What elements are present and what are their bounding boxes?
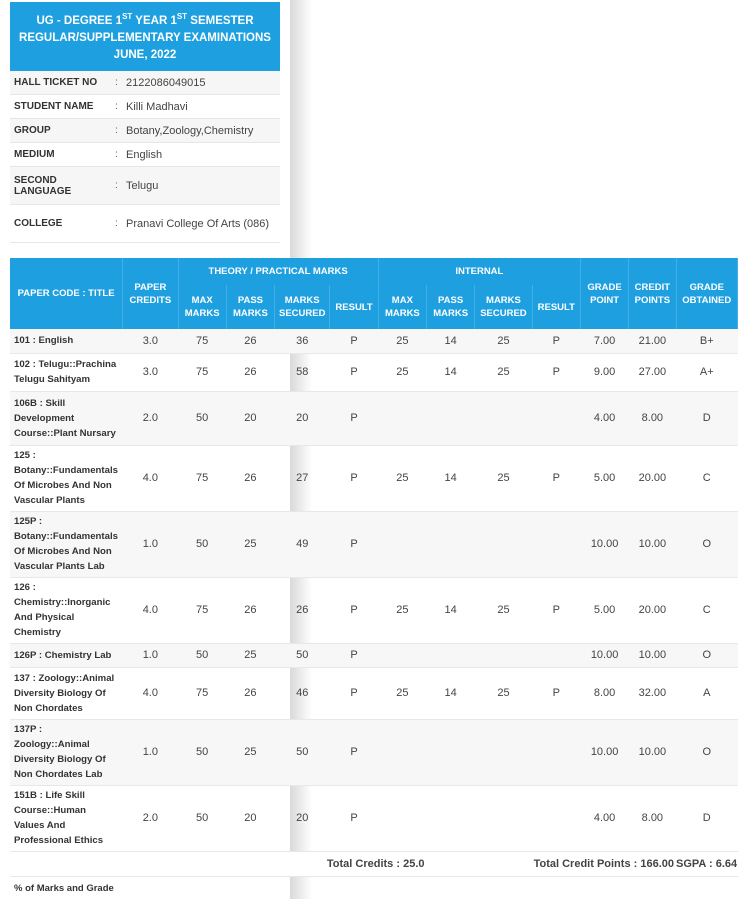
col-header-internal-max: MAX MARKS bbox=[378, 285, 426, 329]
cell-grade: O bbox=[676, 643, 738, 667]
cell-i-sec: 25 bbox=[475, 445, 532, 511]
info-label: STUDENT NAME bbox=[10, 95, 114, 119]
cell-i-max: 25 bbox=[378, 577, 426, 643]
paper-title: 125 : Botany::Fundamentals Of Microbes And Non Vascular Plants bbox=[10, 445, 123, 511]
info-label: GROUP bbox=[10, 119, 114, 143]
col-header-grade-point: GRADE POINT bbox=[580, 258, 628, 329]
cell-grade: A+ bbox=[676, 353, 738, 391]
student-info-row bbox=[10, 71, 280, 95]
cell-gp: 10.00 bbox=[580, 643, 628, 667]
info-value: Pranavi College Of Arts (086) bbox=[124, 205, 280, 243]
cell-gp: 5.00 bbox=[580, 577, 628, 643]
col-header-internal-secured: MARKS SECURED bbox=[475, 285, 532, 329]
cell-t-sec: 49 bbox=[275, 511, 330, 577]
col-header-credits: PAPER CREDITS bbox=[123, 258, 178, 329]
cell-i-res: P bbox=[532, 577, 580, 643]
sgpa: SGPA : 6.64 bbox=[676, 851, 738, 876]
cell-t-res: P bbox=[330, 353, 378, 391]
student-info-row bbox=[10, 205, 280, 243]
student-info-row bbox=[10, 119, 280, 143]
student-info-row bbox=[10, 95, 280, 119]
cell-i-res: P bbox=[532, 353, 580, 391]
cell-cp: 10.00 bbox=[629, 643, 676, 667]
cell-i-pass bbox=[427, 511, 475, 577]
cell-t-sec: 26 bbox=[275, 577, 330, 643]
col-header-internal-group: INTERNAL bbox=[378, 258, 580, 285]
cell-t-pass: 26 bbox=[226, 667, 274, 719]
cell-t-pass: 20 bbox=[226, 391, 274, 445]
cell-i-sec bbox=[475, 719, 532, 785]
cell-i-sec bbox=[475, 785, 532, 851]
cell-gp: 4.00 bbox=[580, 785, 628, 851]
cell-i-res bbox=[532, 643, 580, 667]
cell-i-pass: 14 bbox=[427, 353, 475, 391]
paper-row bbox=[10, 667, 738, 719]
cell-t-max: 50 bbox=[178, 719, 226, 785]
cell-cp: 10.00 bbox=[629, 511, 676, 577]
cell-i-sec bbox=[475, 511, 532, 577]
exam-title-line3: JUNE, 2022 bbox=[113, 48, 177, 61]
cell-i-sec: 25 bbox=[475, 329, 532, 353]
cell-t-sec: 50 bbox=[275, 643, 330, 667]
totals-row bbox=[10, 851, 738, 876]
cell-t-res: P bbox=[330, 785, 378, 851]
cell-gp: 10.00 bbox=[580, 511, 628, 577]
cell-grade: A bbox=[676, 667, 738, 719]
cell-credits: 3.0 bbox=[123, 353, 178, 391]
cell-i-max bbox=[378, 391, 426, 445]
cell-t-pass: 26 bbox=[226, 353, 274, 391]
cell-i-pass: 14 bbox=[427, 667, 475, 719]
cell-t-max: 50 bbox=[178, 643, 226, 667]
cell-i-pass bbox=[427, 391, 475, 445]
exam-title-line1: UG - DEGREE 1ST YEAR 1ST SEMESTER bbox=[36, 12, 254, 27]
cell-cp: 21.00 bbox=[629, 329, 676, 353]
total-credits: Total Credits : 25.0 bbox=[275, 851, 427, 876]
paper-row bbox=[10, 391, 738, 445]
cell-t-sec: 20 bbox=[275, 785, 330, 851]
paper-title: 102 : Telugu::Prachina Telugu Sahityam bbox=[10, 353, 123, 391]
cell-cp: 32.00 bbox=[629, 667, 676, 719]
cell-t-sec: 46 bbox=[275, 667, 330, 719]
cell-cp: 27.00 bbox=[629, 353, 676, 391]
cell-cp: 20.00 bbox=[629, 445, 676, 511]
cell-i-max: 25 bbox=[378, 329, 426, 353]
cell-i-max bbox=[378, 643, 426, 667]
info-value: Killi Madhavi bbox=[124, 95, 280, 119]
cell-t-sec: 36 bbox=[275, 329, 330, 353]
cell-gp: 9.00 bbox=[580, 353, 628, 391]
paper-title: 106B : Skill Development Course::Plant Nursary bbox=[10, 391, 123, 445]
cell-grade: C bbox=[676, 577, 738, 643]
paper-title: 125P : Botany::Fundamentals Of Microbes And Non Vascular Plants Lab bbox=[10, 511, 123, 577]
col-header-grade: GRADE OBTAINED bbox=[676, 258, 738, 329]
paper-row bbox=[10, 445, 738, 511]
info-label: SECOND LANGUAGE bbox=[10, 167, 114, 205]
cell-t-res: P bbox=[330, 329, 378, 353]
cell-i-pass: 14 bbox=[427, 445, 475, 511]
cell-t-pass: 25 bbox=[226, 719, 274, 785]
cell-i-res bbox=[532, 785, 580, 851]
cell-t-pass: 20 bbox=[226, 785, 274, 851]
col-header-theory-pass: PASS MARKS bbox=[226, 285, 274, 329]
exam-title-line2: REGULAR/SUPPLEMENTARY EXAMINATIONS bbox=[19, 31, 271, 44]
col-header-credit-points: CREDIT POINTS bbox=[629, 258, 676, 329]
cell-i-sec bbox=[475, 643, 532, 667]
total-credit-points: Total Credit Points : 166.00 bbox=[427, 851, 677, 876]
cell-credits: 1.0 bbox=[123, 643, 178, 667]
cell-credits: 4.0 bbox=[123, 445, 178, 511]
info-colon: : bbox=[114, 167, 124, 205]
col-header-internal-pass: PASS MARKS bbox=[427, 285, 475, 329]
cell-i-pass bbox=[427, 643, 475, 667]
cell-t-max: 75 bbox=[178, 577, 226, 643]
cell-credits: 1.0 bbox=[123, 511, 178, 577]
cell-t-max: 75 bbox=[178, 445, 226, 511]
exam-title-banner bbox=[10, 2, 280, 71]
cell-t-pass: 26 bbox=[226, 329, 274, 353]
cell-cp: 8.00 bbox=[629, 785, 676, 851]
cell-t-res: P bbox=[330, 445, 378, 511]
info-value: 2122086049015 bbox=[124, 71, 280, 95]
cell-t-max: 75 bbox=[178, 329, 226, 353]
info-colon: : bbox=[114, 95, 124, 119]
cell-cp: 8.00 bbox=[629, 391, 676, 445]
cell-t-max: 50 bbox=[178, 511, 226, 577]
cell-i-max bbox=[378, 719, 426, 785]
cell-i-pass bbox=[427, 719, 475, 785]
cell-i-res bbox=[532, 391, 580, 445]
paper-title: 151B : Life Skill Course::Human Values And Professional Ethics bbox=[10, 785, 123, 851]
info-label: COLLEGE bbox=[10, 205, 114, 243]
cell-i-max: 25 bbox=[378, 667, 426, 719]
cell-i-res bbox=[532, 719, 580, 785]
cell-i-sec: 25 bbox=[475, 667, 532, 719]
cell-t-sec: 27 bbox=[275, 445, 330, 511]
cell-i-sec bbox=[475, 391, 532, 445]
paper-title: 126P : Chemistry Lab bbox=[10, 643, 123, 667]
cell-credits: 4.0 bbox=[123, 577, 178, 643]
cell-credits: 4.0 bbox=[123, 667, 178, 719]
cell-grade: C bbox=[676, 445, 738, 511]
cell-grade: B+ bbox=[676, 329, 738, 353]
paper-title: 137P : Zoology::Animal Diversity Biology Of Non Chordates Lab bbox=[10, 719, 123, 785]
cell-t-pass: 26 bbox=[226, 577, 274, 643]
cell-i-res: P bbox=[532, 329, 580, 353]
col-header-theory-max: MAX MARKS bbox=[178, 285, 226, 329]
info-colon: : bbox=[114, 143, 124, 167]
paper-row bbox=[10, 511, 738, 577]
paper-title: 137 : Zoology::Animal Diversity Biology Of Non Chordates bbox=[10, 667, 123, 719]
cell-t-pass: 26 bbox=[226, 445, 274, 511]
info-colon: : bbox=[114, 71, 124, 95]
cell-credits: 1.0 bbox=[123, 719, 178, 785]
cell-i-res: P bbox=[532, 667, 580, 719]
cell-t-sec: 50 bbox=[275, 719, 330, 785]
paper-row bbox=[10, 719, 738, 785]
paper-row bbox=[10, 353, 738, 391]
cell-t-res: P bbox=[330, 511, 378, 577]
paper-row bbox=[10, 643, 738, 667]
cell-t-max: 50 bbox=[178, 785, 226, 851]
cell-t-res: P bbox=[330, 667, 378, 719]
cell-i-sec: 25 bbox=[475, 353, 532, 391]
cell-t-res: P bbox=[330, 643, 378, 667]
cell-t-max: 75 bbox=[178, 353, 226, 391]
cell-gp: 7.00 bbox=[580, 329, 628, 353]
cell-gp: 8.00 bbox=[580, 667, 628, 719]
student-info-table bbox=[10, 71, 280, 244]
col-header-paper: PAPER CODE : TITLE bbox=[10, 258, 123, 329]
cell-cp: 10.00 bbox=[629, 719, 676, 785]
info-colon: : bbox=[114, 119, 124, 143]
cell-t-max: 75 bbox=[178, 667, 226, 719]
cell-cp: 20.00 bbox=[629, 577, 676, 643]
cell-credits: 2.0 bbox=[123, 391, 178, 445]
info-label: MEDIUM bbox=[10, 143, 114, 167]
cell-grade: O bbox=[676, 719, 738, 785]
cell-i-max: 25 bbox=[378, 445, 426, 511]
paper-row bbox=[10, 329, 738, 353]
cell-credits: 3.0 bbox=[123, 329, 178, 353]
col-header-internal-result: RESULT bbox=[532, 285, 580, 329]
cell-gp: 4.00 bbox=[580, 391, 628, 445]
cell-i-max bbox=[378, 511, 426, 577]
info-value: English bbox=[124, 143, 280, 167]
cell-grade: D bbox=[676, 785, 738, 851]
cell-credits: 2.0 bbox=[123, 785, 178, 851]
info-value: Telugu bbox=[124, 167, 280, 205]
cell-i-pass: 14 bbox=[427, 329, 475, 353]
col-header-theory-secured: MARKS SECURED bbox=[275, 285, 330, 329]
cell-i-max bbox=[378, 785, 426, 851]
student-info-row bbox=[10, 143, 280, 167]
cell-t-res: P bbox=[330, 719, 378, 785]
paper-title: 101 : English bbox=[10, 329, 123, 353]
cell-i-pass: 14 bbox=[427, 577, 475, 643]
cell-i-res bbox=[532, 511, 580, 577]
result-header-card bbox=[10, 2, 280, 243]
cell-gp: 5.00 bbox=[580, 445, 628, 511]
student-info-row bbox=[10, 167, 280, 205]
col-header-theory-group: THEORY / PRACTICAL MARKS bbox=[178, 258, 378, 285]
cell-t-max: 50 bbox=[178, 391, 226, 445]
info-colon: : bbox=[114, 205, 124, 243]
info-label: HALL TICKET NO bbox=[10, 71, 114, 95]
cell-grade: D bbox=[676, 391, 738, 445]
cell-i-sec: 25 bbox=[475, 577, 532, 643]
col-header-theory-result: RESULT bbox=[330, 285, 378, 329]
marks-table-container bbox=[10, 258, 738, 877]
marks-table bbox=[10, 258, 738, 877]
info-value: Botany,Zoology,Chemistry bbox=[124, 119, 280, 143]
paper-title: 126 : Chemistry::Inorganic And Physical Chemistry bbox=[10, 577, 123, 643]
cell-t-pass: 25 bbox=[226, 643, 274, 667]
cell-t-res: P bbox=[330, 577, 378, 643]
cell-i-res: P bbox=[532, 445, 580, 511]
cell-t-sec: 58 bbox=[275, 353, 330, 391]
footer-note: % of Marks and Grade bbox=[14, 883, 114, 894]
paper-row bbox=[10, 577, 738, 643]
cell-gp: 10.00 bbox=[580, 719, 628, 785]
cell-t-pass: 25 bbox=[226, 511, 274, 577]
cell-i-max: 25 bbox=[378, 353, 426, 391]
cell-grade: O bbox=[676, 511, 738, 577]
paper-row bbox=[10, 785, 738, 851]
cell-t-sec: 20 bbox=[275, 391, 330, 445]
cell-i-pass bbox=[427, 785, 475, 851]
cell-t-res: P bbox=[330, 391, 378, 445]
